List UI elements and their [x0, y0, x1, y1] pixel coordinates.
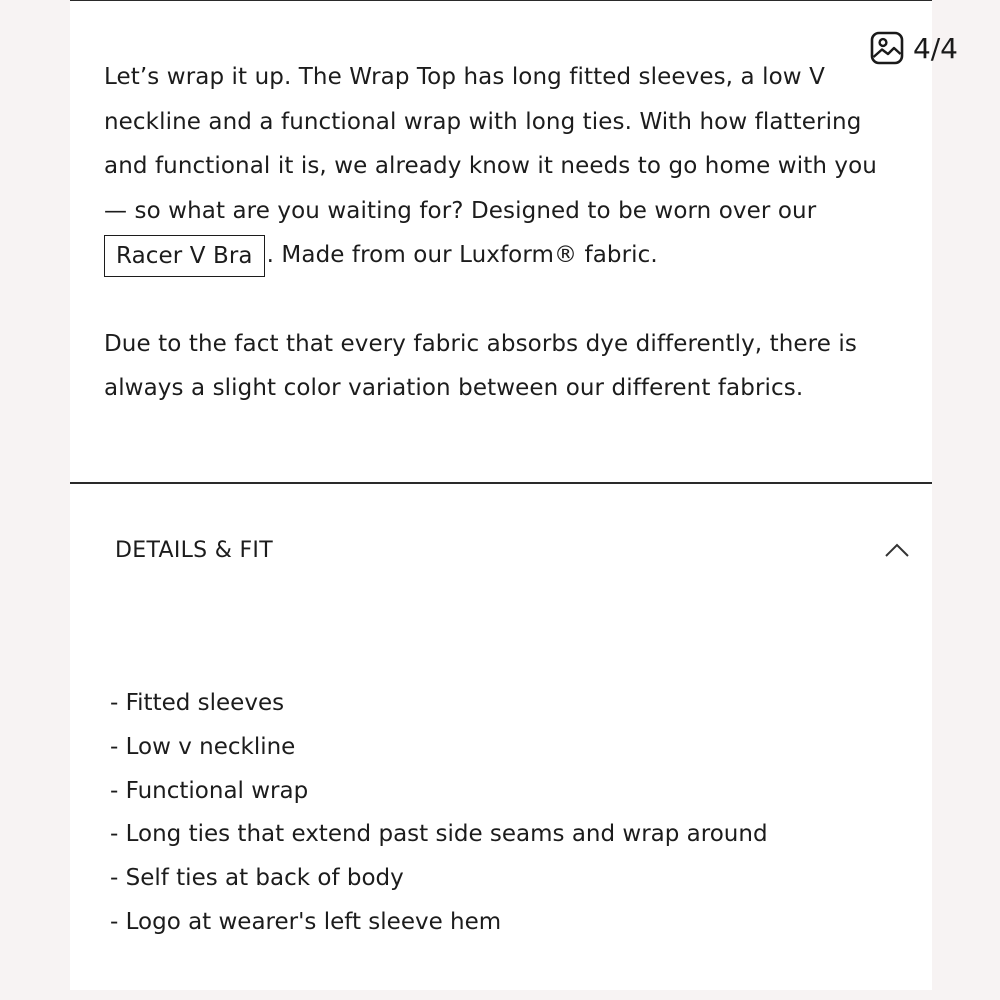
list-item: - Long ties that extend past side seams and wrap around [110, 821, 768, 848]
list-item: - Functional wrap [110, 777, 309, 804]
details-fit-accordion-header[interactable] [70, 530, 932, 580]
list-item: - Fitted sleeves [110, 690, 285, 716]
dye-disclaimer: Due to the fact that every fabric absorbs dye differently, there is always a slight color variation between our different fabrics. [104, 330, 857, 401]
section-divider [70, 482, 932, 484]
details-fit-title: DETAILS & FIT [115, 538, 273, 563]
racer-v-bra-link[interactable]: Racer V Bra [104, 235, 265, 277]
list-item: - Logo at wearer's left sleeve hem [110, 908, 502, 935]
description-text-end: . Made from our Luxform® fabric. [266, 242, 658, 268]
chevron-up-icon[interactable] [884, 542, 910, 562]
image-counter-text: 4/4 [912, 31, 958, 65]
product-description [104, 55, 904, 411]
description-text: Let’s wrap it up. The Wrap Top has long fitted sleeves, a low V neckline and a functional wrap with long ties. With how flattering and functional it is, we already know it needs to go home with you — so what are you waiting for? Designed to be worn over our [104, 64, 877, 224]
list-item: - Low v neckline [110, 733, 296, 760]
list-item: - Self ties at back of body [110, 865, 404, 892]
top-divider [70, 0, 932, 1]
description-paragraph [104, 55, 904, 278]
details-fit-list [110, 682, 768, 945]
